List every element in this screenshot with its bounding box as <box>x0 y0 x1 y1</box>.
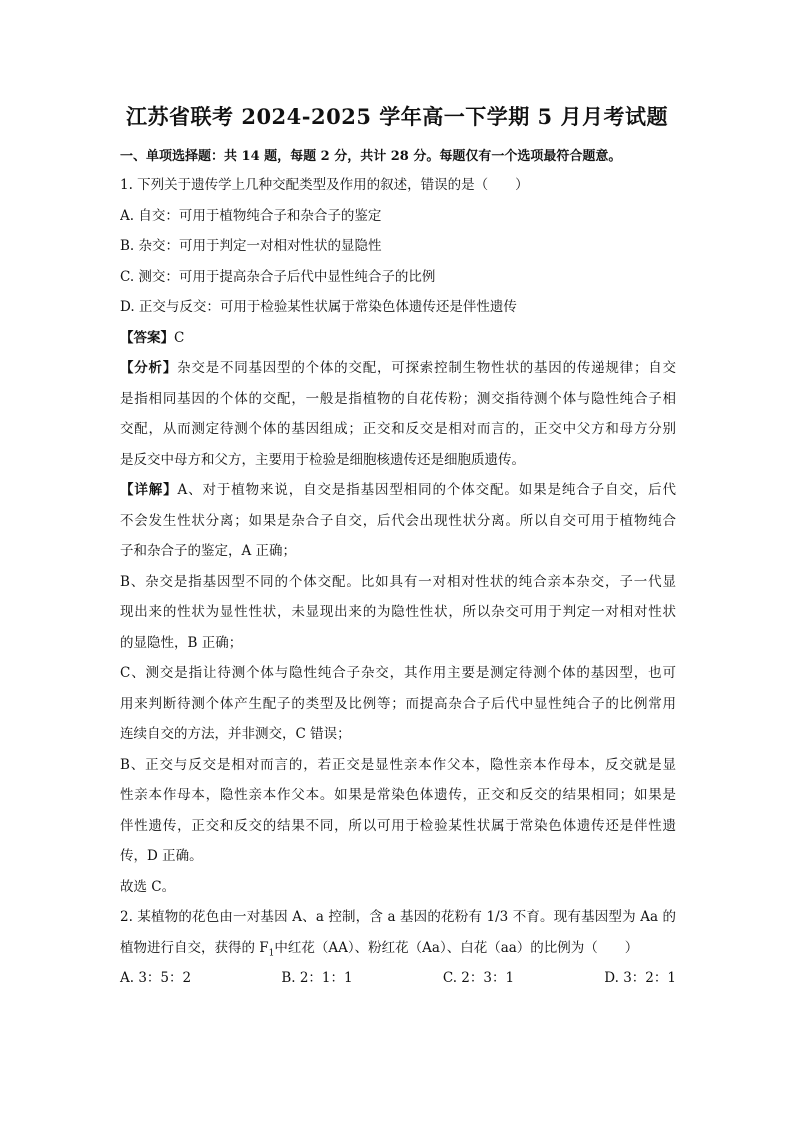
page-title: 江苏省联考 2024-2025 学年高一下学期 5 月月考试题 <box>126 104 668 129</box>
q1-option-d: D. 正交与反交：可用于检验某性状属于常染色体遗传还是伴性遗传 <box>120 299 517 315</box>
q1-analysis-line: 交配，从而测定待测个体的基因组成；正交和反交是相对而言的，正交中父方和母方分别 <box>120 421 676 437</box>
q1-analysis-line: 是指相同基因的个体的交配，一般是指植物的自花传粉；测交指待测个体与隐性纯合子相 <box>120 390 676 407</box>
q1-option-b: B. 杂交：可用于判定一对相对性状的显隐性 <box>120 238 382 254</box>
q2-stem-text: 植物进行自交，获得的 F <box>120 939 269 956</box>
q1-analysis-line: 是反交中母方和父方，主要用于检验是细胞核遗传还是细胞质遗传。 <box>120 451 525 468</box>
q1-detail-line: 的显隐性，B 正确； <box>120 634 243 651</box>
q2-option-a: A. 3：5：2 <box>120 970 192 986</box>
q2-stem-text: 中红花（AA）、粉红花（Aa）、白花（aa）的比例为（ ） <box>274 939 639 956</box>
detail-label: 【详解】 <box>120 482 178 498</box>
q1-answer <box>120 323 676 354</box>
q2-option-b: B. 2：1：1 <box>281 970 353 986</box>
q1-detail-line: B、正交与反交是相对而言的，若正交是显性亲本作父本，隐性亲本作母本，反交就是显 <box>120 756 676 773</box>
q1-detail-line: 伴性遗传，正交和反交的结果不同，所以可用于检验某性状属于常染色体遗传还是伴性遗 <box>120 817 676 834</box>
q1-conclusion: 故选 C。 <box>120 878 176 895</box>
q1-analysis-line <box>120 353 676 384</box>
q1-detail-line: 性亲本作母本，隐性亲本作父本。如果是常染色体遗传，正交和反交的结果相同；如果是 <box>120 787 676 803</box>
answer-value: C <box>174 329 185 346</box>
q1-detail-line: 用来判断待测个体产生配子的类型及比例等；而提高杂合子后代中显性纯合子的比例常用 <box>120 695 676 712</box>
q2-stem-line1: 2. 某植物的花色由一对基因 A、a 控制，含 a 基因的花粉有 1/3 不育。现有基因型为 Aa 的 <box>120 909 676 925</box>
answer-label: 【答案】 <box>120 329 174 346</box>
analysis-label: 【分析】 <box>120 360 178 376</box>
q1-detail-line: B、杂交是指基因型不同的个体交配。比如具有一对相对性状的纯合亲本杂交，子一代显 <box>120 573 676 590</box>
q1-detail-line: C、测交是指让待测个体与隐性纯合子杂交，其作用主要是测定待测个体的基因型，也可 <box>120 665 676 681</box>
q1-detail-line: 连续自交的方法，并非测交，C 错误； <box>120 726 351 742</box>
q2-option-d: D. 3：2：1 <box>604 970 676 986</box>
q1-detail-line: 现出来的性状为显性性状，未显现出来的为隐性性状，所以杂交可用于判定一对相对性状 <box>120 604 676 620</box>
q1-detail-line <box>120 475 676 506</box>
section-heading: 一、单项选择题：共 14 题，每题 2 分，共计 28 分。每题仅有一个选项最符合题意。 <box>120 149 622 164</box>
q1-option-a: A. 自交：可用于植物纯合子和杂合子的鉴定 <box>120 207 382 224</box>
detail-text: A、对于植物来说，自交是指基因型相同的个体交配。如果是纯合子自交，后代 <box>177 482 676 498</box>
q1-detail-line: 传，D 正确。 <box>120 848 203 864</box>
q2-option-c: C. 2：3：1 <box>442 970 515 986</box>
q1-option-c: C. 测交：可用于提高杂合子后代中显性纯合子的比例 <box>120 268 436 285</box>
analysis-text: 杂交是不同基因型的个体的交配，可探索控制生物性状的基因的传递规律；自交 <box>177 360 676 376</box>
q2-subscript: 1 <box>268 948 275 959</box>
q2-options <box>120 963 676 994</box>
q1-stem: 1. 下列关于遗传学上几种交配类型及作用的叙述，错误的是（ ） <box>120 177 529 193</box>
q2-stem-line2 <box>120 933 676 964</box>
q1-detail-line: 子和杂合子的鉴定，A 正确； <box>120 543 297 559</box>
q1-detail-line: 不会发生性状分离；如果是杂合子自交，后代会出现性状分离。所以自交可用于植物纯合 <box>120 512 676 529</box>
question-content <box>120 170 676 994</box>
